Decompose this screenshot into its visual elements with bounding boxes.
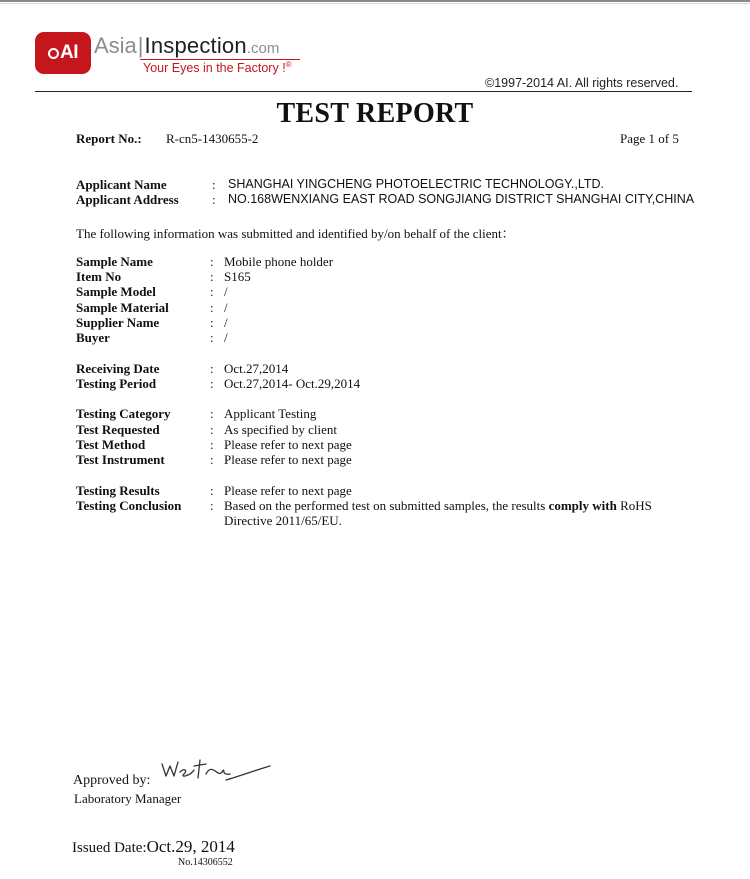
- field-value: NO.168WENXIANG EAST ROAD SONGJIANG DISTRICT SHANGHAI CITY,CHINA: [228, 192, 695, 206]
- field-colon: :: [210, 422, 214, 437]
- field-colon: :: [210, 315, 214, 330]
- field-value: Oct.27,2014: [224, 361, 289, 376]
- field-label: Sample Material: [76, 300, 169, 315]
- copyright-notice: ©1997-2014 AI. All rights reserved.: [485, 76, 679, 90]
- field-value: /: [224, 300, 228, 315]
- field-label: Testing Period: [76, 376, 157, 391]
- conclusion-text-post: RoHS Directive 2011/65/EU.: [224, 498, 652, 528]
- field-label: Receiving Date: [76, 361, 160, 376]
- field-value: SHANGHAI YINGCHENG PHOTOELECTRIC TECHNOLOGY.,LTD.: [228, 177, 605, 191]
- field-label: Supplier Name: [76, 315, 160, 330]
- field-label: Item No: [76, 269, 122, 284]
- field-label: Test Method: [76, 437, 146, 452]
- brand-inspection: Inspection: [144, 33, 247, 58]
- report-number-label: Report No.:: [76, 131, 142, 146]
- field-value: S165: [224, 269, 251, 284]
- intro-statement: The following information was submitted and identified by/on behalf of the client：: [76, 226, 515, 241]
- report-number-value: R-cn5-1430655-2: [166, 131, 259, 146]
- field-value: Please refer to next page: [224, 437, 352, 452]
- field-label: Sample Model: [76, 284, 156, 299]
- company-tagline: [143, 60, 292, 75]
- field-label: Testing Category: [76, 406, 171, 421]
- brand-asia: Asia: [94, 33, 137, 58]
- field-colon: :: [210, 498, 214, 513]
- field-label: Test Requested: [76, 422, 160, 437]
- field-colon: :: [210, 330, 214, 345]
- field-colon: :: [210, 269, 214, 284]
- field-value: /: [224, 315, 228, 330]
- field-value: /: [224, 330, 228, 345]
- field-label: Testing Results: [76, 483, 160, 498]
- issued-date-value: Oct.29, 2014: [146, 837, 235, 856]
- field-colon: :: [210, 254, 214, 269]
- field-colon: :: [210, 376, 214, 391]
- company-logo-badge: [35, 32, 91, 74]
- conclusion-emphasis: comply with: [548, 498, 617, 513]
- top-border: [0, 0, 750, 2]
- header-divider: [35, 91, 692, 92]
- field-label: Testing Conclusion: [76, 498, 182, 513]
- field-value: [224, 498, 684, 528]
- field-value: Oct.27,2014- Oct.29,2014: [224, 376, 361, 391]
- field-label: Buyer: [76, 330, 110, 345]
- issued-date: [72, 837, 235, 857]
- registered-mark: ®: [285, 60, 292, 69]
- map-pin-icon: [48, 48, 59, 59]
- field-value: As specified by client: [224, 422, 337, 437]
- field-colon: :: [210, 437, 214, 452]
- brand-separator: |: [137, 33, 144, 58]
- field-colon: :: [210, 284, 214, 299]
- field-colon: :: [210, 406, 214, 421]
- report-title: TEST REPORT: [276, 98, 474, 129]
- field-colon: :: [210, 483, 214, 498]
- report-number: [76, 131, 259, 147]
- tagline-text: Your Eyes in the Factory !: [143, 61, 286, 76]
- logo-badge-text: AI: [60, 42, 78, 63]
- field-value: Please refer to next page: [224, 452, 352, 467]
- approved-by-label: Approved by:: [73, 773, 151, 788]
- conclusion-text-pre: Based on the performed test on submitted samples, the results: [224, 498, 549, 513]
- approver-role: Laboratory Manager: [74, 791, 182, 806]
- page-indicator: Page 1 of 5: [620, 131, 679, 146]
- issued-date-label: Issued Date:: [72, 840, 147, 856]
- field-colon: :: [212, 177, 216, 192]
- field-value: Please refer to next page: [224, 483, 352, 498]
- field-label: Applicant Address: [76, 192, 179, 207]
- field-label: Test Instrument: [76, 452, 165, 467]
- brand-domain: .com: [246, 40, 280, 57]
- signature-image: [160, 756, 272, 786]
- field-value: /: [224, 284, 228, 299]
- field-colon: :: [210, 300, 214, 315]
- field-label: Sample Name: [76, 254, 153, 269]
- field-colon: :: [210, 452, 214, 467]
- field-value: Applicant Testing: [224, 406, 317, 421]
- company-logo-wordmark: [94, 34, 279, 61]
- top-border-shadow: [0, 3, 750, 4]
- field-colon: :: [210, 361, 214, 376]
- issued-number: No.14306552: [178, 857, 233, 868]
- field-value: Mobile phone holder: [224, 254, 334, 269]
- field-colon: :: [212, 192, 216, 207]
- field-label: Applicant Name: [76, 177, 167, 192]
